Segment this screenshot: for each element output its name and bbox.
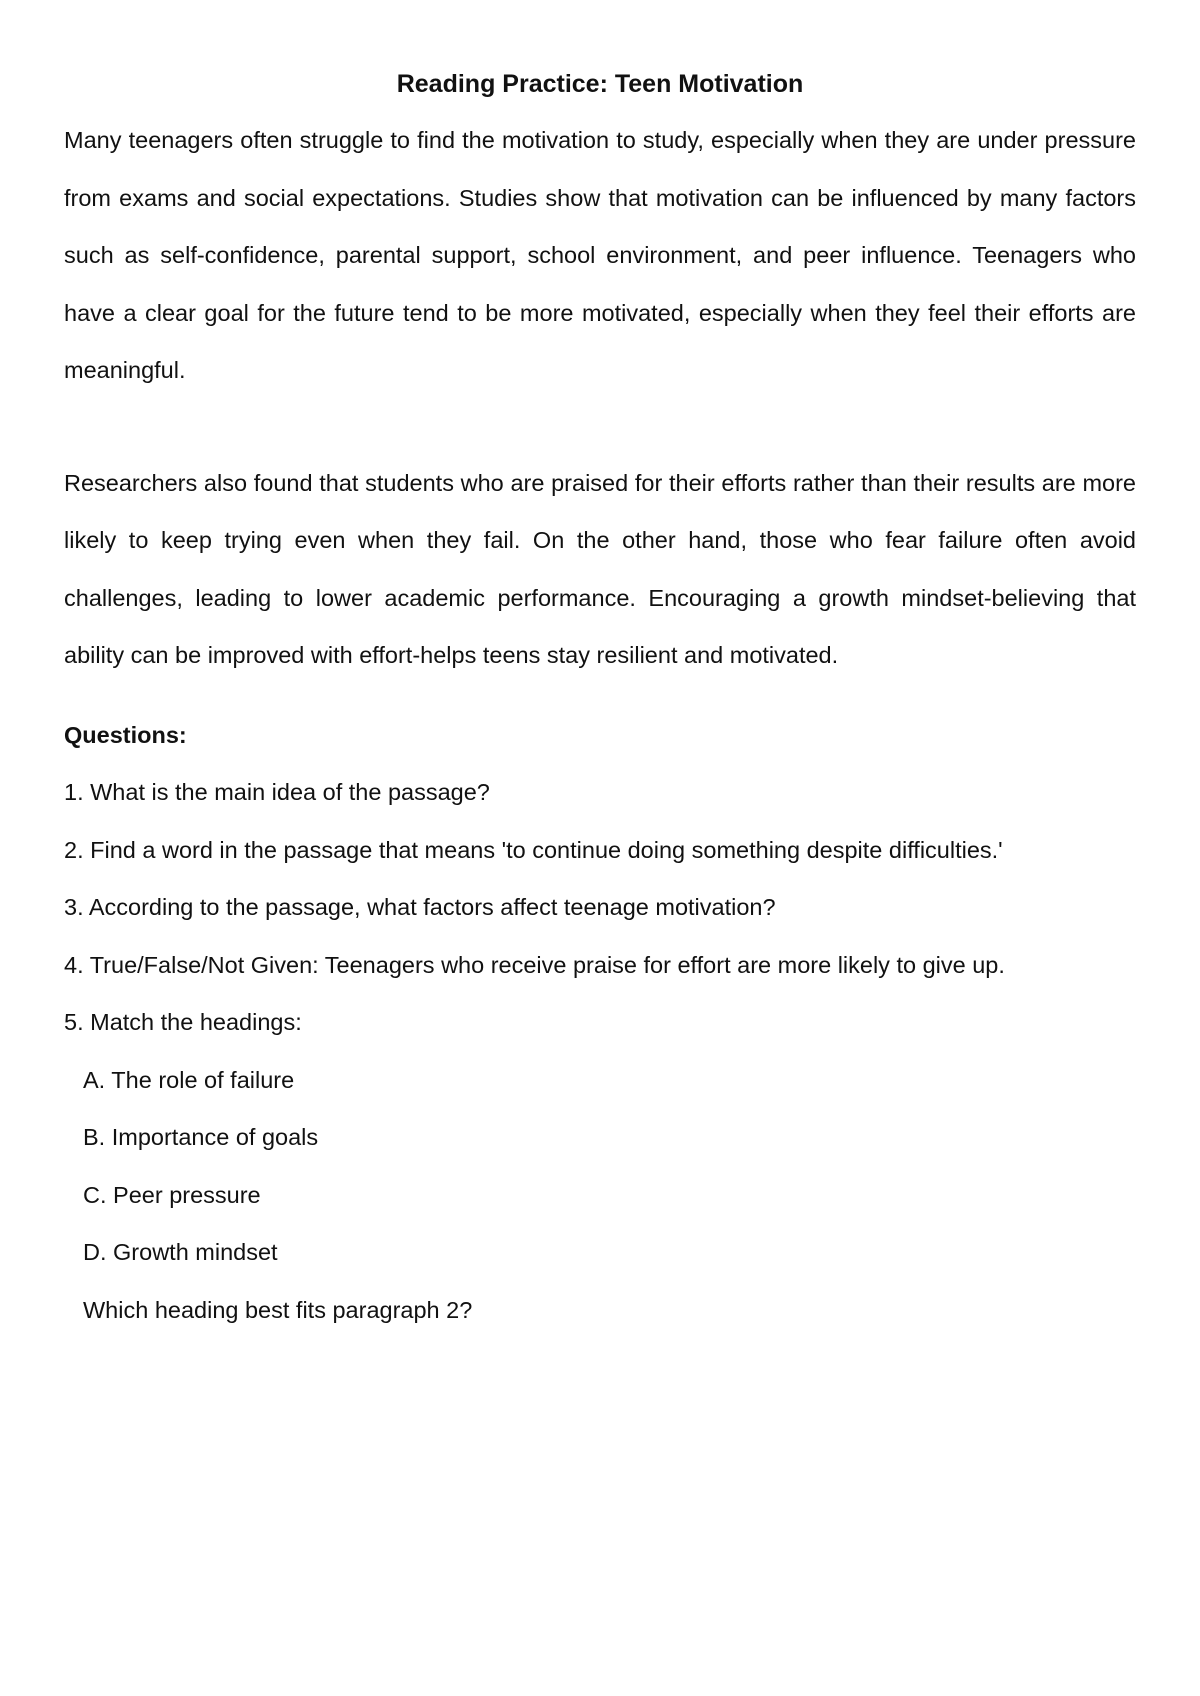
question-5: 5. Match the headings: — [64, 1009, 302, 1035]
question-3: 3. According to the passage, what factors affect teenage motivation? — [64, 894, 776, 920]
passage-paragraph-2: Researchers also found that students who are praised for their efforts rather than their results are more likely to keep trying even when they fail. On the other hand, those who fear failure often avoid challenges, leading to lower academic performance. Encouraging a growth mindset-believing that ability can be improved with effort-helps teens stay resilient and motivated. — [64, 469, 1136, 668]
paragraph-spacer — [64, 400, 1136, 455]
document-title: Reading Practice: Teen Motivation — [396, 70, 804, 98]
heading-option-c: C. Peer pressure — [83, 1181, 261, 1208]
question-4: 4. True/False/Not Given: Teenagers who receive praise for effort are more likely to give up. — [64, 951, 1005, 978]
final-question: Which heading best fits paragraph 2? — [83, 1296, 473, 1323]
heading-option-b: B. Importance of goals — [83, 1124, 319, 1150]
questions-heading: Questions: — [64, 721, 187, 748]
heading-option-d: D. Growth mindset — [83, 1239, 278, 1265]
heading-option-a: A. The role of failure — [83, 1066, 295, 1093]
passage-paragraph-1: Many teenagers often struggle to find the motivation to study, especially when they are under pressure from exams and social expectations. Studies show that motivation can be influenced by many factors such as self-confidence, parental support, school environment, and peer influence. Teenagers who have a clear goal for the future tend to be more motivated, especially when they feel their efforts are meaningful. — [64, 127, 1136, 383]
question-2: 2. Find a word in the passage that means 'to continue doing something despite difficulties.' — [64, 836, 1003, 863]
question-1: 1. What is the main idea of the passage? — [64, 779, 490, 805]
